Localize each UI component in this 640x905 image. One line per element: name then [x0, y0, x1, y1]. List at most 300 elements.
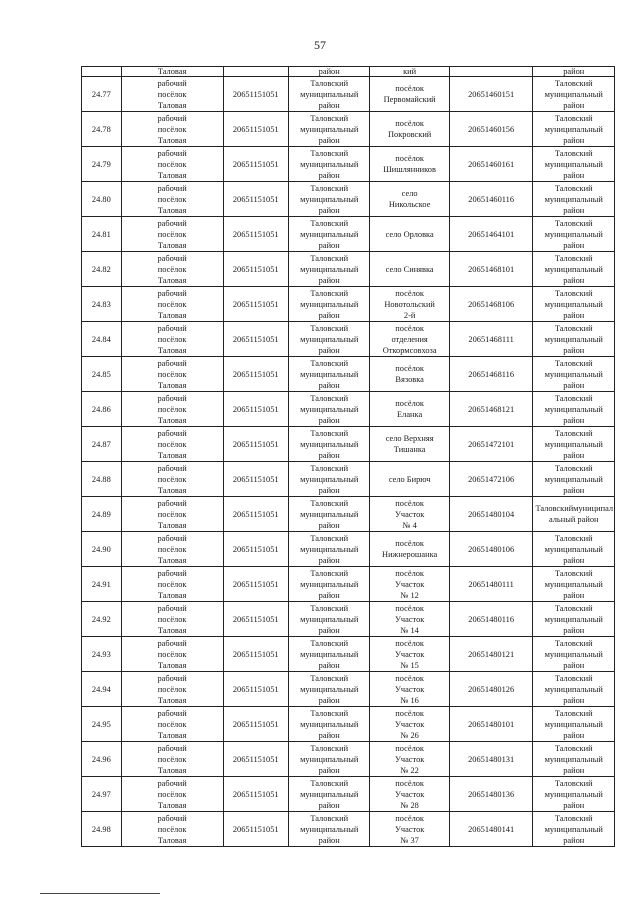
- cell-locality-name-line: посёлок: [395, 498, 424, 508]
- cell-settlement-type-line: посёлок: [157, 334, 187, 344]
- cell-oktmo: 20651151051: [223, 707, 288, 742]
- cell-settlement-type-line: посёлок: [157, 754, 187, 764]
- cell-settlement-type-line: посёлок: [157, 159, 187, 169]
- cell-locality-name: [370, 147, 449, 182]
- cell-municipal-district-line: Таловский: [310, 673, 349, 683]
- cell-fragment-empty-3: [449, 67, 533, 77]
- cell-locality-code: 20651480116: [449, 602, 533, 637]
- cell-settlement-type-line: посёлок: [157, 824, 187, 834]
- cell-district-line: район: [563, 625, 585, 635]
- cell-district-line: муниципальный: [544, 474, 603, 484]
- cell-district-line: Таловский: [554, 253, 593, 263]
- cell-locality-code: 20651480141: [449, 812, 533, 847]
- cell-number: 24.81: [82, 217, 122, 252]
- cell-locality-name-line: посёлок: [395, 813, 424, 823]
- cell-district-line: район: [563, 310, 585, 320]
- cell-district-line: район: [563, 485, 585, 495]
- cell-oktmo: 20651151051: [223, 112, 288, 147]
- cell-settlement-type: [121, 532, 223, 567]
- cell-settlement-type-line: Таловая: [157, 450, 187, 460]
- cell-district: [533, 357, 615, 392]
- cell-municipal-district-line: Таловский: [310, 113, 349, 123]
- cell-settlement-type-line: Таловая: [157, 660, 187, 670]
- cell-settlement-type: [121, 707, 223, 742]
- cell-locality-name: [370, 532, 449, 567]
- table-row: [82, 112, 615, 147]
- cell-number: 24.87: [82, 427, 122, 462]
- cell-municipal-district-line: муниципальный: [300, 404, 359, 414]
- cell-settlement-type-line: рабочий: [157, 498, 187, 508]
- cell-oktmo: 20651151051: [223, 77, 288, 112]
- cell-locality-name: [370, 77, 449, 112]
- cell-fragment-rm: район: [288, 67, 370, 77]
- cell-locality-name-line: посёлок: [395, 743, 424, 753]
- cell-district-line: муниципальный: [544, 544, 603, 554]
- cell-municipal-district: [288, 637, 370, 672]
- cell-locality-name-line: Покровский: [387, 130, 432, 139]
- cell-locality-name: [370, 812, 449, 847]
- cell-settlement-type-line: Таловая: [157, 625, 187, 635]
- cell-municipal-district-line: район: [318, 380, 340, 390]
- cell-settlement-type: [121, 497, 223, 532]
- cell-settlement-type-line: Таловая: [157, 800, 187, 810]
- cell-locality-name-line: посёлок: [395, 84, 424, 93]
- cell-district-line: Таловский: [554, 393, 593, 403]
- cell-oktmo: 20651151051: [223, 602, 288, 637]
- cell-oktmo: 20651151051: [223, 357, 288, 392]
- cell-locality-code: 20651468121: [449, 392, 533, 427]
- cell-settlement-type: [121, 322, 223, 357]
- cell-settlement-type-line: Таловая: [157, 170, 187, 180]
- cell-oktmo: 20651151051: [223, 252, 288, 287]
- cell-district-line: Таловский: [554, 323, 593, 333]
- cell-settlement-type-line: рабочий: [157, 638, 187, 648]
- cell-locality-name: [370, 462, 449, 497]
- table-row: [82, 567, 615, 602]
- cell-district: [533, 742, 615, 777]
- cell-number: 24.88: [82, 462, 122, 497]
- cell-locality-name-line: № 14: [400, 625, 419, 635]
- cell-locality-code: 20651480111: [449, 567, 533, 602]
- cell-municipal-district: [288, 287, 370, 322]
- cell-district: [533, 497, 615, 532]
- cell-district: [533, 427, 615, 462]
- cell-municipal-district: [288, 427, 370, 462]
- cell-municipal-district-line: район: [318, 765, 340, 775]
- cell-municipal-district-line: Таловский: [310, 148, 349, 158]
- cell-settlement-type: [121, 147, 223, 182]
- cell-municipal-district-line: муниципальный: [300, 124, 359, 134]
- cell-locality-name-line: Участок: [394, 614, 425, 624]
- cell-municipal-district: [288, 392, 370, 427]
- table-row: [82, 392, 615, 427]
- table-row: [82, 812, 615, 847]
- cell-locality-name-line: Участок: [394, 579, 425, 589]
- cell-municipal-district-line: Таловский: [310, 218, 349, 228]
- cell-municipal-district-line: Таловский: [310, 638, 349, 648]
- cell-settlement-type-line: рабочий: [157, 288, 187, 298]
- cell-settlement-type-line: посёлок: [157, 544, 187, 554]
- cell-locality-code: 20651460156: [449, 112, 533, 147]
- cell-locality-name-line: посёлок: [395, 638, 424, 648]
- cell-locality-name-line: посёлок: [395, 708, 424, 718]
- cell-municipal-district-line: Таловский: [310, 603, 349, 613]
- cell-locality-name-line: № 15: [400, 660, 419, 670]
- cell-municipal-district-line: район: [318, 240, 340, 250]
- table-row: [82, 287, 615, 322]
- cell-number: 24.98: [82, 812, 122, 847]
- cell-settlement-type-line: рабочий: [157, 323, 187, 333]
- cell-district-line: район: [563, 590, 585, 600]
- table-row: [82, 707, 615, 742]
- cell-settlement-type-line: рабочий: [157, 113, 187, 123]
- cell-municipal-district: [288, 182, 370, 217]
- cell-district: [533, 182, 615, 217]
- cell-settlement-type-line: посёлок: [157, 789, 187, 799]
- cell-settlement-type-line: Таловая: [157, 555, 187, 565]
- cell-municipal-district-line: муниципальный: [300, 789, 359, 799]
- cell-district-line: муниципальный: [544, 229, 603, 239]
- cell-settlement-type-line: Таловая: [157, 835, 187, 845]
- cell-district-line: Таловский: [554, 358, 593, 368]
- cell-municipal-district-line: муниципальный: [300, 649, 359, 659]
- cell-locality-name-line: посёлок: [395, 154, 424, 163]
- cell-oktmo: 20651151051: [223, 637, 288, 672]
- cell-settlement-type-line: рабочий: [157, 673, 187, 683]
- cell-settlement-type-line: рабочий: [157, 568, 187, 578]
- cell-locality-name-line: Нижнерошанка: [382, 550, 438, 559]
- cell-district-line: муниципальный: [544, 194, 603, 204]
- cell-settlement-type-line: рабочий: [157, 813, 187, 823]
- cell-settlement-type-line: рабочий: [157, 603, 187, 613]
- cell-locality-name-line: посёлок: [395, 288, 424, 298]
- cell-locality-name-line: посёлок: [395, 673, 424, 683]
- cell-municipal-district-line: Таловский: [310, 568, 349, 578]
- cell-settlement-type: [121, 637, 223, 672]
- cell-district-line: Таловский: [554, 778, 593, 788]
- cell-district-line: муниципальный: [544, 334, 603, 344]
- cell-settlement-type: [121, 602, 223, 637]
- cell-locality-name-line: № 22: [400, 765, 419, 775]
- cell-locality-name-line: посёлок: [395, 778, 424, 788]
- cell-settlement-type: [121, 252, 223, 287]
- cell-municipal-district: [288, 497, 370, 532]
- cell-settlement-type-line: посёлок: [157, 404, 187, 414]
- cell-locality-name: [370, 707, 449, 742]
- cell-locality-code: 20651480126: [449, 672, 533, 707]
- cell-locality-code: 20651464101: [449, 217, 533, 252]
- cell-municipal-district-line: муниципальный: [300, 439, 359, 449]
- cell-settlement-type-line: посёлок: [157, 264, 187, 274]
- cell-settlement-type: [121, 777, 223, 812]
- cell-locality-code: 20651468116: [449, 357, 533, 392]
- cell-district-line: район: [563, 660, 585, 670]
- cell-municipal-district-line: муниципальный: [300, 579, 359, 589]
- cell-district-line: Таловский: [554, 288, 593, 298]
- cell-district-line: район: [563, 205, 585, 215]
- table-row: [82, 742, 615, 777]
- cell-settlement-type-line: Таловая: [157, 205, 187, 215]
- cell-district-line: муниципальный: [544, 89, 603, 99]
- cell-oktmo: 20651151051: [223, 182, 288, 217]
- cell-locality-name-line: Участок: [394, 719, 425, 729]
- cell-settlement-type-line: Таловая: [157, 275, 187, 285]
- cell-settlement-type-line: Таловая: [157, 415, 187, 425]
- cell-district-line: район: [563, 835, 585, 845]
- settlements-table: [81, 66, 615, 847]
- cell-oktmo: 20651151051: [223, 497, 288, 532]
- cell-district-line: Таловский: [554, 673, 593, 683]
- cell-municipal-district-line: район: [318, 205, 340, 215]
- cell-fragment-empty-2: [223, 67, 288, 77]
- cell-municipal-district-line: муниципальный: [300, 334, 359, 344]
- cell-municipal-district-line: район: [318, 415, 340, 425]
- cell-locality-name-line: посёлок: [395, 119, 424, 128]
- cell-district: [533, 217, 615, 252]
- cell-locality-name-line: посёлок: [395, 603, 424, 613]
- cell-oktmo: 20651151051: [223, 322, 288, 357]
- cell-municipal-district-line: Таловский: [310, 253, 349, 263]
- cell-locality-name: [370, 567, 449, 602]
- cell-fragment-empty-1: [82, 67, 122, 77]
- cell-municipal-district-line: муниципальный: [300, 369, 359, 379]
- cell-locality-name: [370, 637, 449, 672]
- cell-municipal-district-line: район: [318, 730, 340, 740]
- cell-oktmo: 20651151051: [223, 777, 288, 812]
- cell-number: 24.90: [82, 532, 122, 567]
- cell-locality-name: [370, 742, 449, 777]
- cell-district: [533, 602, 615, 637]
- cell-district-line: муниципальный: [544, 684, 603, 694]
- cell-settlement-type: [121, 672, 223, 707]
- table-row: [82, 77, 615, 112]
- cell-number: 24.95: [82, 707, 122, 742]
- cell-municipal-district-line: район: [318, 170, 340, 180]
- cell-district-line: Таловский: [554, 183, 593, 193]
- cell-settlement-type-line: Таловая: [157, 730, 187, 740]
- cell-municipal-district-line: Таловский: [310, 288, 349, 298]
- cell-number: 24.80: [82, 182, 122, 217]
- cell-settlement-type-line: рабочий: [157, 218, 187, 228]
- cell-settlement-type: [121, 427, 223, 462]
- cell-district-line: муниципальный: [544, 824, 603, 834]
- cell-district-line: муниципальный: [544, 579, 603, 589]
- cell-number: 24.96: [82, 742, 122, 777]
- cell-district-line: Таловский: [554, 743, 593, 753]
- cell-municipal-district-line: муниципальный: [300, 299, 359, 309]
- cell-district-line: район: [563, 695, 585, 705]
- cell-oktmo: 20651151051: [223, 392, 288, 427]
- cell-settlement-type-line: Таловая: [157, 100, 187, 110]
- cell-municipal-district-line: Таловский: [310, 498, 349, 508]
- cell-district-line: Таловский: [554, 218, 593, 228]
- cell-locality-code: 20651480101: [449, 707, 533, 742]
- cell-municipal-district-line: район: [318, 590, 340, 600]
- cell-locality-name: [370, 217, 449, 252]
- cell-settlement-type-line: рабочий: [157, 533, 187, 543]
- cell-locality-code: 20651472106: [449, 462, 533, 497]
- cell-municipal-district-line: Таловский: [310, 323, 349, 333]
- cell-district: [533, 392, 615, 427]
- cell-municipal-district-line: район: [318, 345, 340, 355]
- cell-locality-code: 20651468101: [449, 252, 533, 287]
- cell-number: 24.79: [82, 147, 122, 182]
- cell-district-line: район: [563, 555, 585, 565]
- cell-locality-name-line: № 28: [400, 800, 419, 810]
- cell-municipal-district: [288, 672, 370, 707]
- cell-settlement-type-line: посёлок: [157, 89, 187, 99]
- cell-oktmo: 20651151051: [223, 742, 288, 777]
- cell-locality-name-line: Шишлянников: [383, 165, 436, 174]
- cell-settlement-type-line: Таловая: [157, 380, 187, 390]
- cell-fragment-name: кий: [370, 67, 449, 77]
- cell-municipal-district-line: муниципальный: [300, 719, 359, 729]
- cell-district: [533, 532, 615, 567]
- cell-settlement-type: [121, 392, 223, 427]
- cell-municipal-district-line: район: [318, 800, 340, 810]
- cell-municipal-district-line: район: [318, 450, 340, 460]
- table-row-fragment: [82, 67, 615, 77]
- cell-locality-name: [370, 672, 449, 707]
- cell-municipal-district-line: муниципальный: [300, 544, 359, 554]
- cell-settlement-type-line: посёлок: [157, 614, 187, 624]
- cell-locality-name-line: Вязовка: [395, 375, 424, 384]
- cell-locality-name-line: Участок: [394, 754, 425, 764]
- cell-settlement-type-line: посёлок: [157, 684, 187, 694]
- cell-settlement-type-line: рабочий: [157, 743, 187, 753]
- cell-district-line: район: [563, 380, 585, 390]
- cell-locality-name-line: Тишанка: [393, 445, 426, 454]
- cell-district: [533, 637, 615, 672]
- cell-district-line: муниципальный: [544, 614, 603, 624]
- cell-municipal-district-line: Таловский: [310, 183, 349, 193]
- cell-district-line: Таловский: [554, 708, 593, 718]
- cell-municipal-district: [288, 602, 370, 637]
- cell-locality-name-line: № 26: [400, 730, 419, 740]
- cell-locality-code: 20651460116: [449, 182, 533, 217]
- cell-number: 24.84: [82, 322, 122, 357]
- cell-number: 24.82: [82, 252, 122, 287]
- cell-district: [533, 777, 615, 812]
- cell-district: [533, 462, 615, 497]
- cell-locality-name-line: посёлок: [395, 323, 424, 333]
- cell-settlement-type-line: Таловая: [157, 695, 187, 705]
- table-row: [82, 252, 615, 287]
- cell-district-line: муниципальный: [544, 404, 603, 414]
- cell-locality-name-line: Участок: [394, 824, 425, 834]
- cell-municipal-district-line: муниципальный: [300, 194, 359, 204]
- cell-municipal-district-line: муниципальный: [300, 509, 359, 519]
- cell-oktmo: 20651151051: [223, 672, 288, 707]
- cell-locality-name-line: № 12: [400, 590, 419, 600]
- cell-locality-name-line: посёлок: [395, 399, 424, 408]
- cell-locality-code: 20651460161: [449, 147, 533, 182]
- cell-district-line: муниципальный: [544, 754, 603, 764]
- cell-locality-name-line: Участок: [394, 789, 425, 799]
- cell-municipal-district-line: район: [318, 275, 340, 285]
- cell-settlement-type-line: рабочий: [157, 358, 187, 368]
- cell-municipal-district-line: муниципальный: [300, 229, 359, 239]
- cell-municipal-district-line: Таловский: [310, 813, 349, 823]
- cell-district-line: район: [563, 240, 585, 250]
- cell-locality-name-line: № 37: [400, 835, 419, 845]
- cell-settlement-type: [121, 217, 223, 252]
- cell-district-line: район: [563, 100, 585, 110]
- cell-municipal-district: [288, 252, 370, 287]
- cell-locality-code: 20651480136: [449, 777, 533, 812]
- cell-number: 24.86: [82, 392, 122, 427]
- cell-municipal-district-line: Таловский: [310, 743, 349, 753]
- cell-district: [533, 287, 615, 322]
- cell-settlement-type-line: посёлок: [157, 369, 187, 379]
- table-row: [82, 322, 615, 357]
- cell-district-line: район: [563, 345, 585, 355]
- cell-municipal-district-line: район: [318, 835, 340, 845]
- cell-locality-name-line: отделения: [391, 334, 428, 344]
- cell-locality-name-line: Участок: [394, 684, 425, 694]
- cell-municipal-district: [288, 532, 370, 567]
- cell-municipal-district: [288, 147, 370, 182]
- cell-municipal-district-line: район: [318, 135, 340, 145]
- cell-municipal-district-line: Таловский: [310, 463, 349, 473]
- cell-settlement-type: [121, 112, 223, 147]
- cell-locality-name-line: № 16: [400, 695, 419, 705]
- cell-oktmo: 20651151051: [223, 427, 288, 462]
- cell-municipal-district: [288, 462, 370, 497]
- cell-settlement-type-line: Таловая: [157, 345, 187, 355]
- cell-municipal-district-line: муниципальный: [300, 614, 359, 624]
- table-row: [82, 462, 615, 497]
- cell-district: [533, 567, 615, 602]
- cell-locality-name: [370, 602, 449, 637]
- cell-number: 24.83: [82, 287, 122, 322]
- cell-locality-name: [370, 427, 449, 462]
- cell-locality-name-line: село: [401, 189, 418, 198]
- cell-municipal-district-line: муниципальный: [300, 824, 359, 834]
- cell-district-line: район: [563, 765, 585, 775]
- cell-settlement-type-line: рабочий: [157, 428, 187, 438]
- cell-municipal-district-line: район: [318, 625, 340, 635]
- cell-locality-name: [370, 252, 449, 287]
- cell-oktmo: 20651151051: [223, 147, 288, 182]
- cell-municipal-district-line: район: [318, 695, 340, 705]
- cell-municipal-district-line: Таловский: [310, 533, 349, 543]
- cell-settlement-type-line: рабочий: [157, 253, 187, 263]
- cell-district-line: Таловский: [554, 428, 593, 438]
- table-row: [82, 497, 615, 532]
- cell-settlement-type-line: посёлок: [157, 649, 187, 659]
- cell-settlement-type: [121, 567, 223, 602]
- cell-locality-name-line: посёлок: [395, 568, 424, 578]
- cell-settlement-type-line: посёлок: [157, 194, 187, 204]
- cell-district: [533, 322, 615, 357]
- cell-locality-name-line: посёлок: [395, 364, 424, 373]
- cell-locality-name-line: село Верхняя: [385, 434, 434, 443]
- cell-municipal-district-line: район: [318, 100, 340, 110]
- cell-locality-name-line: 2-й: [403, 310, 416, 320]
- cell-locality-name-line: посёлок: [395, 539, 424, 548]
- cell-settlement-type-line: Таловая: [157, 135, 187, 145]
- cell-municipal-district: [288, 777, 370, 812]
- cell-number: 24.92: [82, 602, 122, 637]
- table-row: [82, 217, 615, 252]
- cell-settlement-type: [121, 287, 223, 322]
- cell-locality-name: [370, 287, 449, 322]
- cell-municipal-district-line: муниципальный: [300, 474, 359, 484]
- cell-municipal-district-line: муниципальный: [300, 264, 359, 274]
- cell-municipal-district-line: район: [318, 555, 340, 565]
- table-row: [82, 147, 615, 182]
